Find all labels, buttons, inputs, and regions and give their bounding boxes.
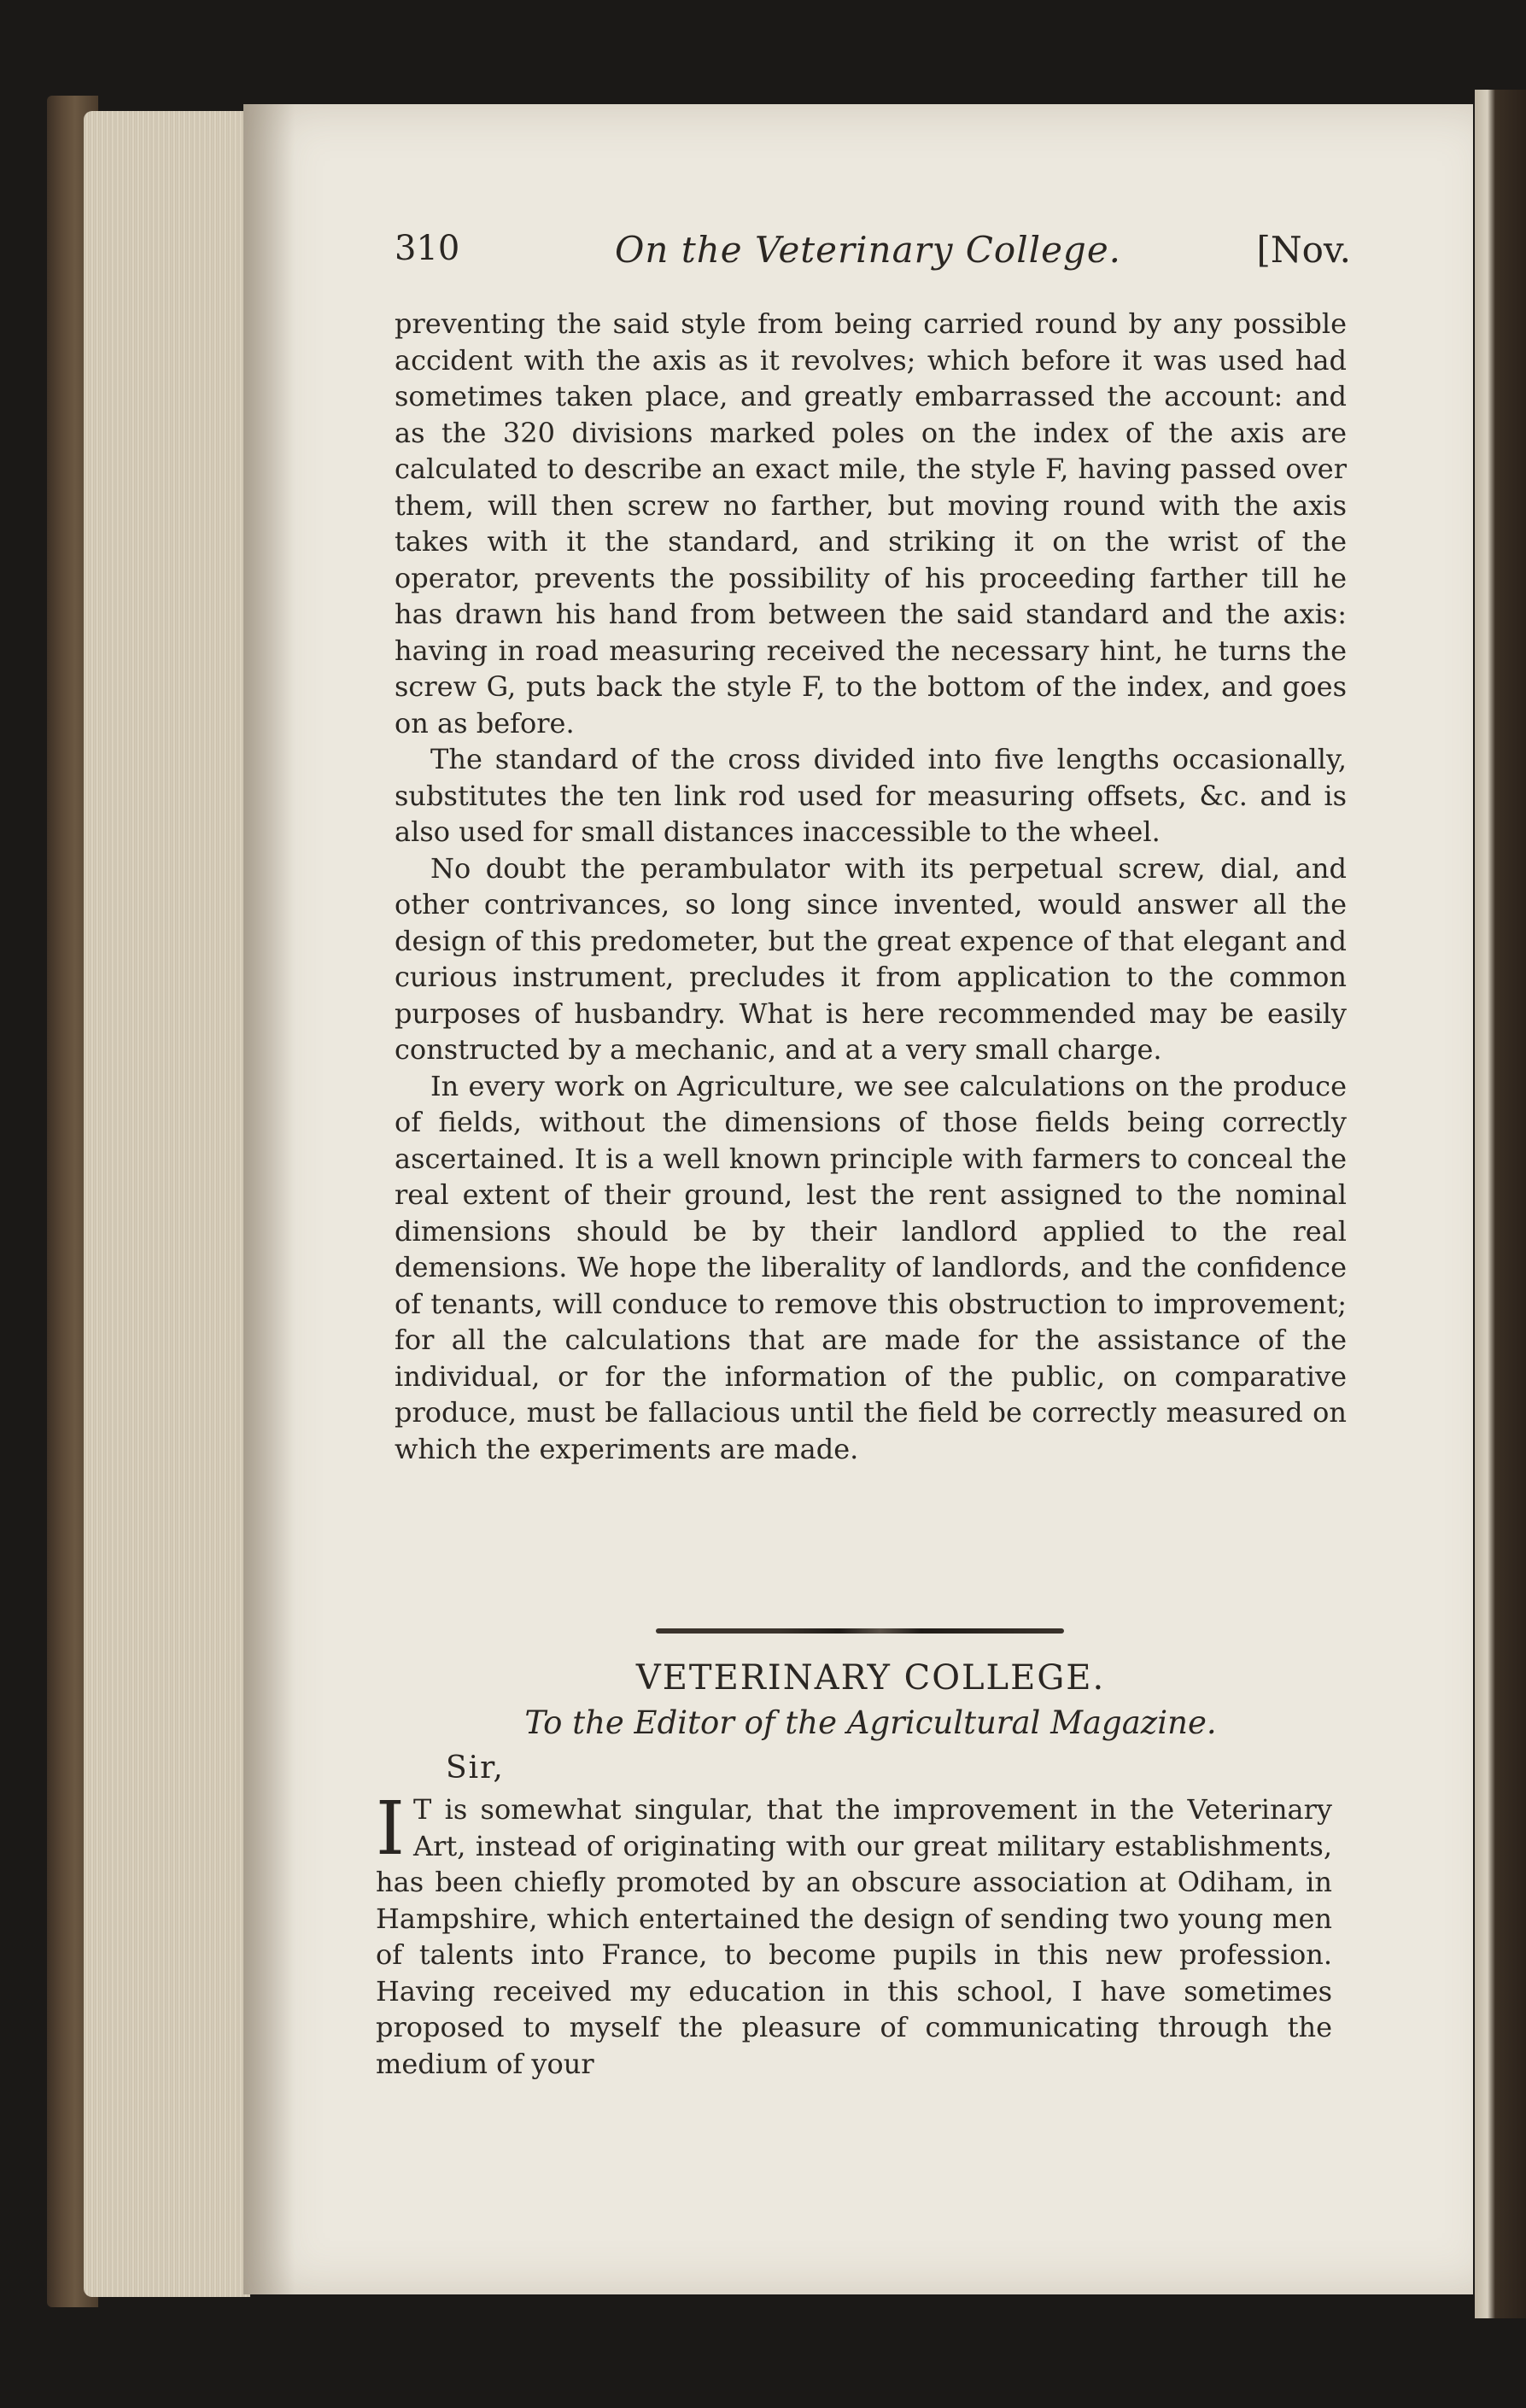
book-cover-right: [1475, 90, 1526, 2318]
article-body: [395, 306, 1347, 1467]
page-edges: [84, 111, 250, 2297]
running-header: [395, 229, 1351, 280]
drop-cap: I: [376, 1786, 405, 1872]
letter-address: To the Editor of the Agricultural Magazine.: [524, 1704, 1217, 1741]
running-title: On the Veterinary College.: [615, 229, 1122, 271]
gutter-shadow: [243, 104, 295, 2294]
running-month: [Nov.: [1256, 229, 1351, 271]
paragraph: In every work on Agriculture, we see calculations on the produce of fields, without the dimensions of those fields being correctly ascertained. It is a well known principle with farmers to conceal the real extent of their ground, lest the rent assigned to the nominal dimensions should be by their landlord applied to the real demensions. We hope the liberality of landlords, and the confidence of tenants, will conduce to remove this obstruction to improvement; for all the calculations that are made for the assistance of the individual, or for the information of the public, on comparative produce, must be fallacious until the field be correctly measured on which the experiments are made.: [395, 1069, 1347, 1465]
paragraph: No doubt the perambulator with its perpetual screw, dial, and other contrivances, so long since invented, would answer all the design of this predometer, but the great expence of that elegant and curious instrument, precludes it from application to the common purposes of husbandry. What is here recommended may be easily constructed by a mechanic, and at a very small charge.: [395, 851, 1347, 1066]
letter-text: T is somewhat singular, that the improvement in the Veterinary Art, instead of originating with our great military establishments, has been chiefly promoted by an obscure association at Odiham, in Hampshire, which entertained the design of sending two young men of talents into France, to become pupils in this new profession. Having received my education in this school, I have sometimes proposed to myself the pleasure of communicating through the medium of your: [376, 1793, 1332, 2080]
paragraph: preventing the said style from being carried round by any possible accident with the axis as it revolves; which before it was used had sometimes taken place, and greatly embarrassed the account: and as the 320 divisions marked poles on the index of the axis are calculated to describe an exact mile, the style F, having passed over them, will then screw no farther, but moving round with the axis takes with it the standard, and striking it on the wrist of the operator, prevents the possibility of his proceeding farther till he has drawn his hand from between the said standard and the axis: having in road measuring received the necessary hint, he turns the screw G, puts back the style F, to the bottom of the index, and goes on as before.: [395, 307, 1347, 739]
salutation: Sir,: [446, 1750, 505, 1786]
section-heading: VETERINARY COLLEGE.: [635, 1658, 1106, 1698]
section-divider: [656, 1628, 1064, 1634]
page-number: 310: [395, 229, 460, 268]
letter-body: [376, 1786, 1332, 2082]
paragraph: The standard of the cross divided into five lengths occasionally, substitutes the ten link rod used for measuring offsets, &c. and is also used for small distances inaccessible to the wheel.: [395, 743, 1347, 848]
